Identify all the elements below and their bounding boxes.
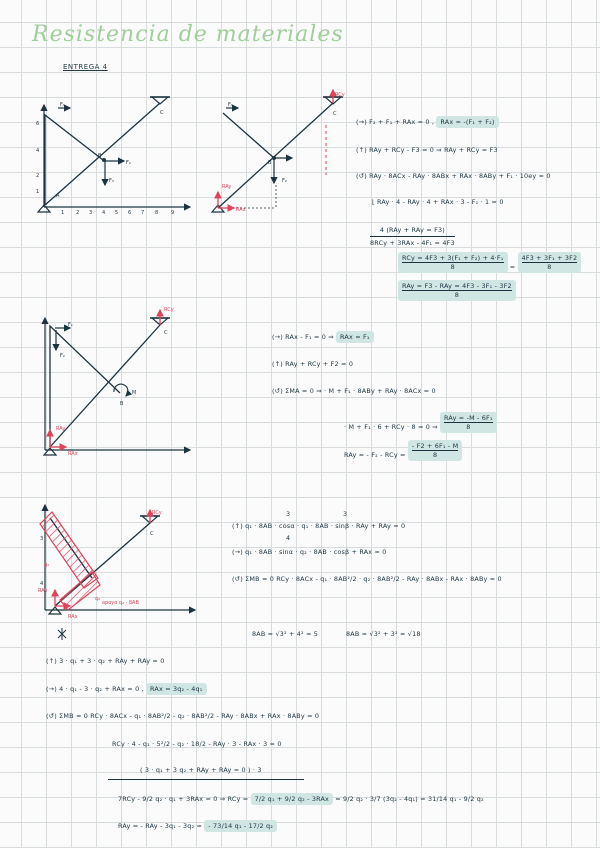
svg-text:RCy: RCy	[152, 510, 162, 516]
fig1-label-f1: F₁	[60, 102, 65, 108]
svg-text:M: M	[132, 390, 137, 396]
eq3-length-ab: 8AB = √3² + 3² = √18	[346, 630, 421, 638]
svg-text:C: C	[333, 111, 337, 117]
eq1-ray: RAy = F3 - RAy = 4F3 - 3F₁ - 3F2 8	[398, 280, 516, 301]
svg-text:4: 4	[102, 210, 106, 216]
svg-text:RAx: RAx	[236, 207, 246, 213]
fig1-member-ac	[45, 103, 160, 205]
svg-text:4: 4	[40, 581, 44, 587]
eq3-sum-fy: (↑) q₁ · 8AB · cosα · q₁ · 8AB · sinβ · RAy + RAy = 0	[232, 522, 406, 530]
svg-text:RAy: RAy	[38, 588, 48, 594]
svg-text:C: C	[150, 531, 154, 537]
page-title: Resistencia de materiales	[32, 22, 344, 47]
svg-text:B: B	[268, 160, 272, 166]
svg-text:RAx: RAx	[68, 451, 78, 457]
page-subtitle: ENTREGA 4	[63, 63, 108, 71]
eq4-sum-fx: (→) 4 · q₁ - 3 · q₂ + RAx = 0 , RAx = 3q₂ - 4q₁	[46, 685, 207, 693]
eq3-length-ac: 8AB = √3² + 4² = 5	[252, 630, 319, 638]
eq4-system: ( 3 · q₁ + 3 q₂ + RAy + RAy = 0 ) · 3	[140, 766, 262, 774]
eq2-sum-fy: (↑) RAy + RCy + F2 = 0	[272, 360, 354, 368]
svg-text:4: 4	[36, 148, 40, 154]
svg-text:1: 1	[36, 189, 40, 195]
fig1-label-b: B	[98, 153, 102, 159]
eq2-rcy: · M + F₁ · 6 + RCy · 8 = 0 ⇒ RAy = -M - 6F₁ 8	[344, 412, 497, 433]
eq1-sum-fx: (→) F₂ + F₁ + RAx = 0 , RAx = -(F₁ + F₂)	[356, 118, 499, 126]
eq1-moments: (↺) RAy · 8ACx - RAy · 8ABx + RAx · 8ABy + F₁ · 10ey = 0	[356, 172, 551, 180]
eq3-sum-fx: (→) q₁ · 8AB · sinα · q₂ · 8AB · cosβ + RAx = 0	[232, 548, 387, 556]
svg-text:RAx: RAx	[68, 614, 78, 620]
svg-text:F₁: F₁	[228, 102, 233, 108]
eq2-ray: RAy = - F₂ - RCy = $\frac{\text{- F2 + 6F₁ - M}}{8}$	[344, 440, 462, 461]
svg-text:2: 2	[36, 173, 40, 179]
svg-text:2: 2	[76, 210, 80, 216]
svg-text:RCy: RCy	[335, 92, 345, 98]
svg-text:B: B	[120, 401, 124, 407]
svg-text:RAy: RAy	[222, 184, 232, 190]
svg-text:q₁: q₁	[44, 562, 50, 568]
figure-2	[212, 90, 345, 213]
svg-text:apoyo q₂ · 8AB: apoyo q₂ · 8AB	[102, 600, 139, 606]
svg-text:F₂: F₂	[60, 353, 65, 359]
fig1-label-c: C	[160, 110, 164, 116]
svg-text:9: 9	[171, 210, 175, 216]
eq2-sum-fx: (→) RAx - F₁ = 0 ⇒ RAx = F₁	[272, 333, 374, 341]
svg-text:F₁: F₁	[68, 322, 73, 328]
eq1-rcy: RCy = 4F3 + 3(F₁ + F₂) + 4·F₁ 8 = $\frac{\text{4F3 + 3F₁ + 3F2}}{8}$	[398, 252, 581, 273]
svg-text:C: C	[164, 330, 168, 336]
svg-text:RCy: RCy	[164, 307, 174, 313]
svg-text:7: 7	[141, 210, 145, 216]
fig1-label-a: A	[56, 193, 60, 199]
svg-text:F₂: F₂	[282, 178, 287, 184]
eq1-system: 4 (RAy + RAy = F3) 8RCy + 3RAx - 4F₁ = 4F3	[370, 226, 455, 247]
svg-text:5: 5	[115, 210, 119, 216]
svg-text:6: 6	[36, 121, 40, 127]
eq4-moments-sub: RCy · 4 - q₁ · 5²/2 - q₂ · 18/2 - RAy · 3 - RAx · 3 = 0	[112, 740, 282, 748]
svg-text:3: 3	[40, 536, 44, 542]
eq1-sum-fy: (↑) RAy + RCy - F3 = 0 ⇒ RAy + RCy = F3	[356, 146, 498, 154]
fig1-support-c	[152, 97, 168, 104]
eq2-moments: (↺) ΣMA = 0 ⇒ · M + F₁ · 8ABy + RAy · 8ACx = 0	[272, 387, 436, 395]
eq3-moments: (↺) ΣMB = 0 RCy · 8ACx - q₁ · 8AB²/2 · q₂ · 8AB²/2 - RAy · 8ABx - RAx · 8ABy = 0	[232, 575, 502, 583]
fig1-member-ab	[45, 115, 103, 205]
fig2-member-bc	[223, 113, 274, 158]
svg-text:q₂: q₂	[95, 596, 101, 602]
eq4-rcy: 7RCy - 9/2 q₂ · q₁ + 3RAx = 0 ⇒ RCy = 7/2 q₁ + 9/2 q₂ - 3RAx = 9/2 q₂ · 3/7 (3q₂ - 4q₁) = 31/14 q₁ - 9/2 q₂	[118, 795, 484, 803]
figure-3	[44, 307, 190, 457]
svg-text:1: 1	[61, 210, 65, 216]
fig1-label-f2: F₂	[126, 160, 131, 166]
svg-text:8: 8	[155, 210, 159, 216]
svg-text:6: 6	[128, 210, 132, 216]
eq4-ray: RAy = - RAy - 3q₁ - 3q₂ = - 73/14 q₁ - 17/2 q₂	[118, 822, 277, 830]
svg-text:3: 3	[89, 210, 93, 216]
eq1-moments-sub: ⌊ RAy · 4 - RAy · 4 + RAx · 3 - F₁ · 1 = 0	[372, 198, 504, 206]
figure-4	[38, 505, 195, 640]
eq4-moments: (↺) ΣMB = 0 RCy · 8ACx - q₁ · 8AB²/2 - q₂ · 8AB²/2 - RAy · 8ABx + RAx · 8ABy = 0	[46, 712, 320, 720]
fraction-bar	[108, 779, 304, 780]
figure-1	[36, 97, 190, 216]
fig2-member-ac	[218, 103, 333, 208]
svg-text:RAy: RAy	[56, 426, 66, 432]
fig1-label-f3: F₃	[109, 178, 114, 184]
eq1-result-rax: RAx = -(F₁ + F₂)	[436, 116, 498, 128]
eq4-sum-fy: (↑) 3 · q₁ + 3 · q₂ + RAy + RAy = 0	[46, 657, 165, 665]
